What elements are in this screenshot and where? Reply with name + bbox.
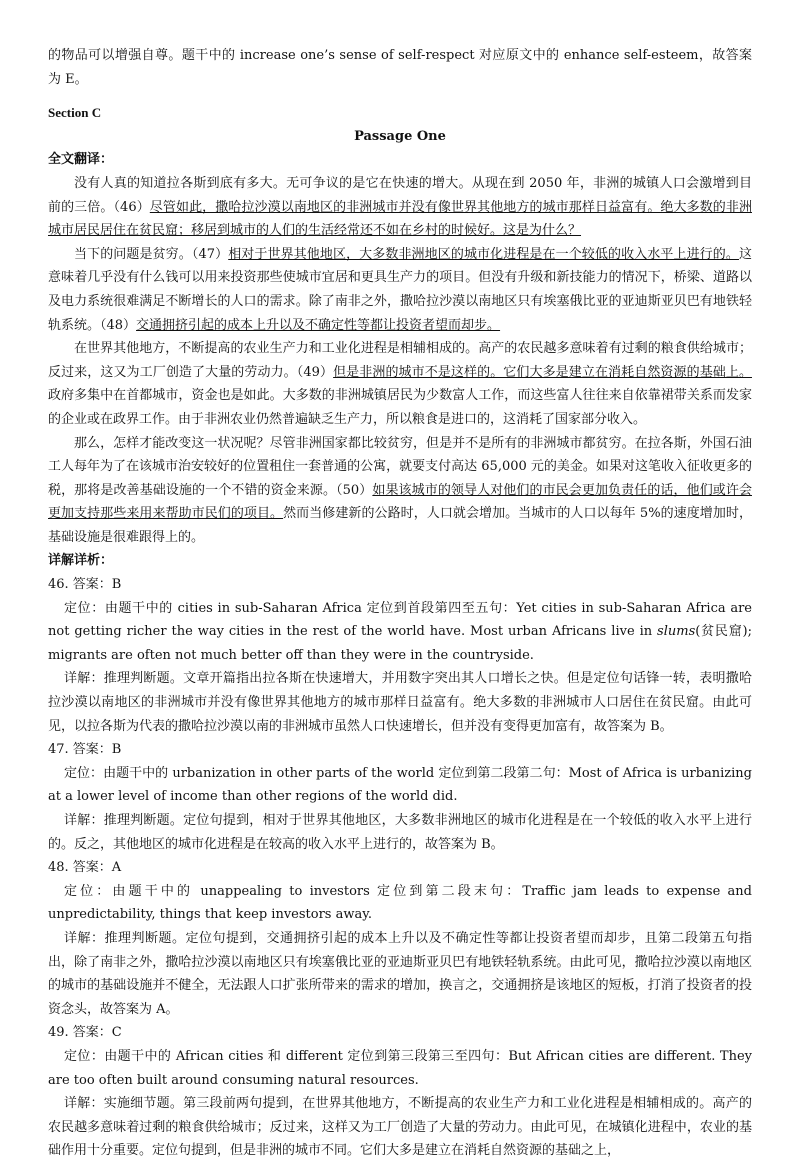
q46-location-text: 定位：由题干中的 cities in sub-Saharan Africa 定位到首段第四至五句：Yet cities in sub-Saharan Africa are not getting richer the way cities in the rest of the world have. Most urban Africans live in (48, 600, 752, 640)
q47-location: 定位：由题干中的 urbanization in other parts of the world 定位到第二段第二句：Most of Africa is urbanizing at a lower level of income than other regions of the world did. (48, 765, 752, 805)
q47-detail: 详解：推理判断题。定位句提到，相对于世界其他地区，大多数非洲地区的城市化进程是在一个较低的收入水平上进行的。反之，其他地区的城市化进程是在较高的收入水平上进行的，故答案为 B。 (48, 813, 752, 852)
para2-underlined-47: 相对于世界其他地区，大多数非洲地区的城市化进程是在一个较低的收入水平上进行的。 (228, 246, 739, 262)
translation-heading: 全文翻译： (48, 152, 114, 168)
para2-text-b: 这意味着几乎没有什么钱可以用来投资那些使城市宜居和更具生产力的项目。但没有升级和新技能力的情况下，桥梁、道路以及电力系统很难满足不断增长的人口的需求。除了南非之外，撒哈拉沙漠以南地区只有埃塞俄比亚的亚迪斯亚贝巴有地铁轻轨系统。（48） (48, 246, 752, 333)
para4-underlined-50: 如果该城市的领导人对他们的市民会更加负责任的话，他们或许会更加支持那些来用来帮助市民们的项目。 (48, 482, 752, 522)
q46-location (48, 597, 752, 668)
para3-underlined-49: 但是非洲的城市不是这样的。它们大多是建立在消耗自然资源的基础上。 (333, 364, 752, 380)
q48-detail: 详解：推理判断题。定位句提到，交通拥挤引起的成本上升以及不确定性等都让投资者望而却步，且第二段第五句指出，除了南非之外，撒哈拉沙漠以南地区只有埃塞俄比亚的亚迪斯亚贝巴有地铁轻轨系统。由此可见，撒哈拉沙漠以南地区的城市的基础设施并不健全，无法跟人口扩张所带来的需求的增加，换言之，交通拥挤是该地区的短板，打消了投资者的投资念头，故答案为 A。 (48, 930, 752, 1017)
para1-underlined: 尽管如此，撒哈拉沙漠以南地区的非洲城市并没有像世界其他地方的城市那样日益富有。绝大多数的非洲城市居民居住在贫民窟；移居到城市的人们的生活经常还不如在乡村的时候好。这是为什么？ (48, 199, 752, 239)
translation-paragraph-1 (48, 172, 752, 243)
q49-location: 定位：由题干中的 African cities 和 different 定位到第三段第三至四句：But African cities are different. They are too often built around consuming natural resources. (48, 1048, 752, 1088)
q48-answer: 48. 答案：A (48, 860, 122, 876)
para4-text-a: 那么，怎样才能改变这一状况呢？尽管非洲国家都比较贫穷，但是并不是所有的非洲城市都贫穷。在拉各斯，外国石油工人每年为了在该城市治安较好的位置租住一套普通的公寓，就要支付高达 65,000 元的美金。如果对这笔收入征收更多的税，那将是改善基础设施的一个不错的资金来源。（50） (48, 435, 752, 498)
passage-title: Passage One (354, 128, 446, 144)
q46-detail: 详解：推理判断题。文章开篇指出拉各斯在快速增大，并用数字突出其人口增长之快。但是定位句话锋一转，表明撒哈拉沙漠以南地区的非洲城市并没有像世界其他地方的城市那样日益富有。绝大多数的非洲城市人口居住在贫民窟。由此可见，以拉各斯为代表的撒哈拉沙漠以南的非洲城市虽然人口快速增长，但并没有变得更加富有，故答案为 B。 (48, 671, 752, 734)
q46-location-italic: slums (657, 624, 696, 640)
translation-paragraph-3 (48, 337, 752, 431)
q46-answer: 46. 答案：B (48, 577, 122, 593)
para2-text-a: 当下的问题是贫穷。（47） (74, 246, 229, 262)
para3-text-b: 政府多集中在首都城市，资金也是如此。大多数的非洲城镇居民为少数富人工作，而这些富人往往来自依靠裙带关系而发家的企业或在政界工作。由于非洲农业仍然普遍缺乏生产力，所以粮食是进口的，这消耗了国家部分收入。 (48, 388, 752, 427)
translation-paragraph-4 (48, 432, 752, 550)
para2-underlined-48: 交通拥挤引起的成本上升以及不确定性等都让投资者望而却步。 (136, 317, 501, 333)
analysis-heading: 详解详析： (48, 553, 114, 569)
section-heading: Section C (48, 105, 102, 121)
para4-text-b: 然而当修建新的公路时，人口就会增加。当城市的人口以每年 5%的速度增加时，基础设施是很难跟得上的。 (48, 506, 752, 545)
translation-paragraph-2 (48, 243, 752, 337)
q48-location: 定位：由题干中的 unappealing to investors 定位到第二段末句：Traffic jam leads to expense and unpredictability, things that keep investors away. (48, 883, 752, 923)
q49-detail: 详解：实施细节题。第三段前两句提到，在世界其他地方，不断提高的农业生产力和工业化进程是相辅相成的。高产的农民越多意味着过剩的粮食供给城市；反过来，这样又为工厂创造了大量的劳动力。由此可见，在城镇化进程中，农业的基础作用十分重要。定位句提到，但是非洲的城市不同。它们大多是建立在消耗自然资源的基础之上， (48, 1096, 752, 1159)
para1-text: 没有人真的知道拉各斯到底有多大。无可争议的是它在快速的增大。从现在到 2050 年，非洲的城镇人口会激增到目前的三倍。（46） (48, 175, 752, 215)
q47-answer: 47. 答案：B (48, 742, 122, 758)
para3-text-a: 在世界其他地方，不断提高的农业生产力和工业化进程是相辅相成的。高产的农民越多意味着有过剩的粮食供给城市；反过来，这又为工厂创造了大量的劳动力。（49） (48, 341, 752, 380)
q49-answer: 49. 答案：C (48, 1025, 122, 1041)
intro-line: 的物品可以增强自尊。题干中的 increase one’s sense of self-respect 对应原文中的 enhance self-esteem，故答案为 E。 (48, 48, 752, 87)
q46-location-text-b: (贫民窟); migrants are often not much better off than they were in the countryside. (48, 624, 752, 663)
